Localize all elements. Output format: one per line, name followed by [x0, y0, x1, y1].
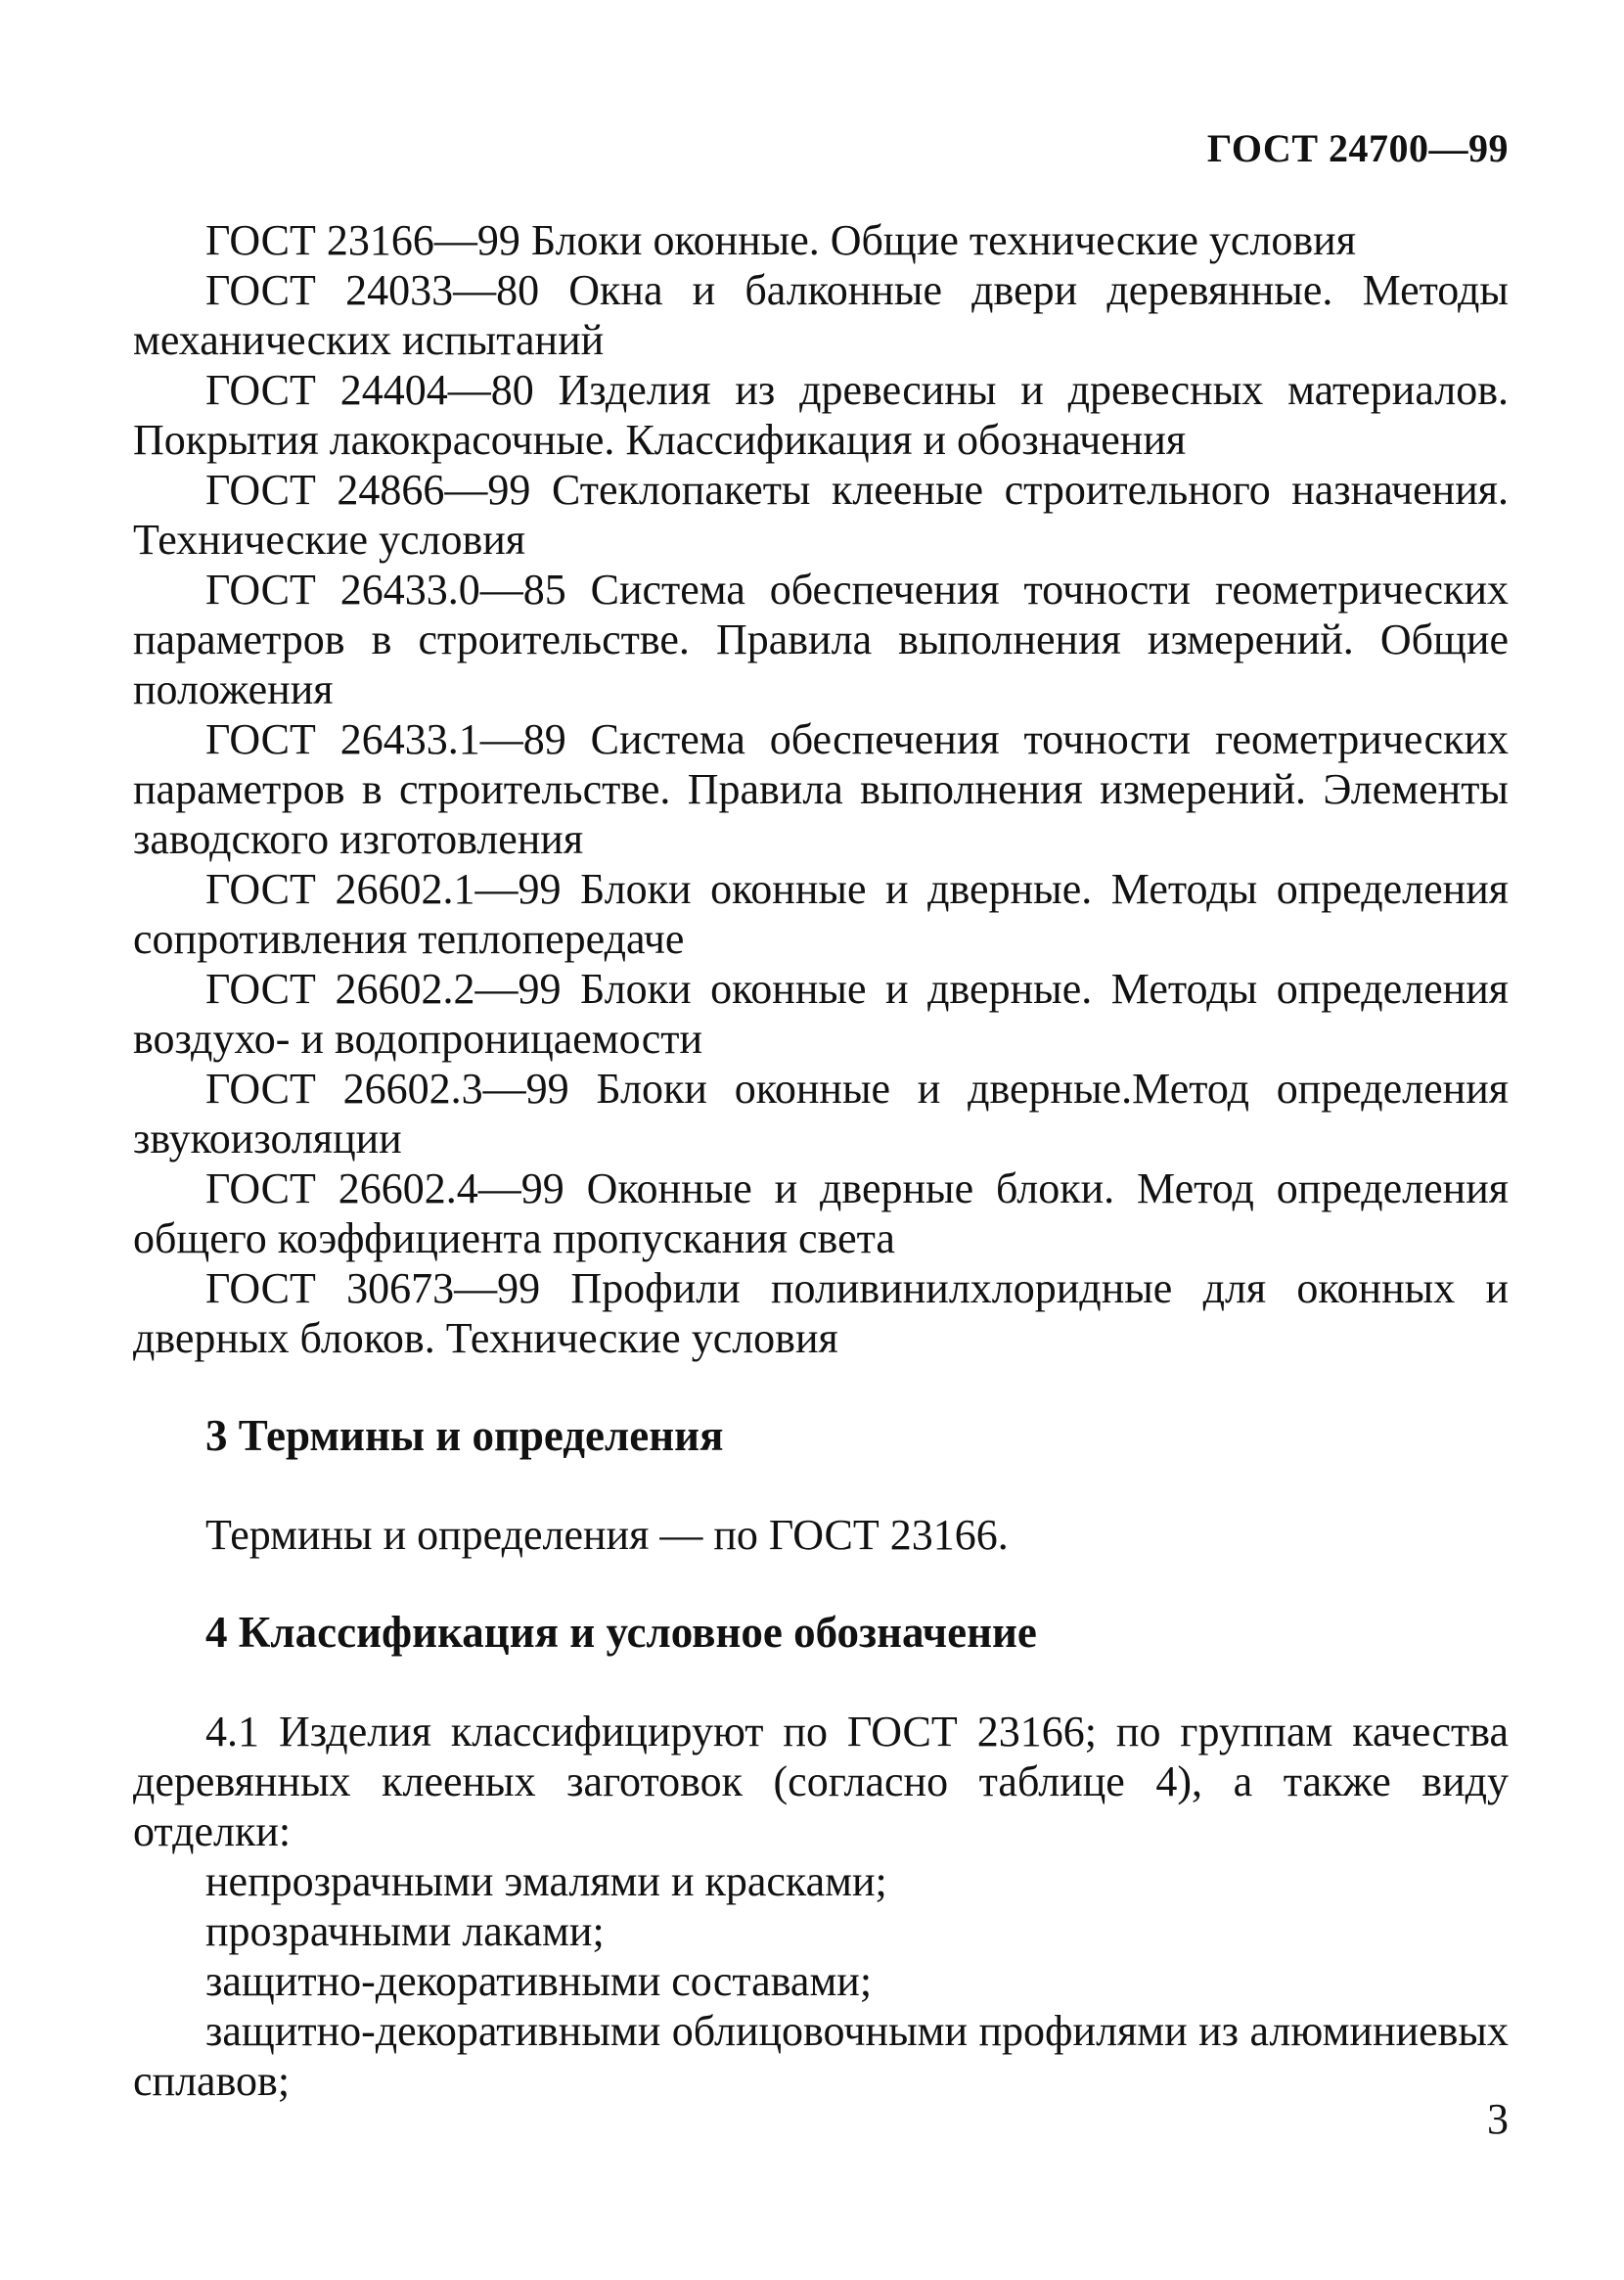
reference-item: ГОСТ 24404—80 Изделия из древесины и древесных материалов. Покрытия лакокрасочные. Классификация и обозначения: [133, 366, 1509, 464]
reference-item: ГОСТ 23166—99 Блоки оконные. Общие технические условия: [205, 216, 1356, 264]
section-4-title: 4 Классификация и условное обозначение: [205, 1608, 1037, 1657]
normative-references-list: [133, 215, 1509, 1363]
clause-4-1-paragraph: 4.1 Изделия классифицируют по ГОСТ 23166; по группам качества деревянных клееных заготовок (согласно таблице 4), а также виду отделки:: [133, 1708, 1509, 1855]
reference-item: ГОСТ 26602.4—99 Оконные и дверные блоки. Метод определения общего коэффициента пропускания света: [133, 1164, 1509, 1262]
finish-types-list: [133, 1856, 1509, 2106]
reference-item: ГОСТ 24866—99 Стеклопакеты клееные строительного назначения. Технические условия: [133, 466, 1509, 564]
standard-header: ГОСТ 24700—99: [1206, 126, 1509, 170]
reference-item: ГОСТ 26602.1—99 Блоки оконные и дверные. Методы определения сопротивления теплопередаче: [133, 865, 1509, 963]
list-item: защитно-декоративными облицовочными профилями из алюминиевых сплавов;: [133, 2007, 1509, 2105]
reference-item: ГОСТ 26433.1—89 Система обеспечения точности геометрических параметров в строительстве. Правила выполнения измерений. Элементы заводского изготовления: [133, 715, 1509, 863]
reference-item: ГОСТ 26602.2—99 Блоки оконные и дверные. Методы определения воздухо- и водопроницаемости: [133, 965, 1509, 1063]
document-body: [133, 215, 1509, 2106]
list-item: непрозрачными эмалями и красками;: [205, 1857, 887, 1905]
page-number: 3: [1487, 2095, 1509, 2143]
section-3-text: Термины и определения — по ГОСТ 23166.: [205, 1511, 1009, 1559]
list-item: защитно-декоративными составами;: [205, 1957, 873, 2005]
reference-item: ГОСТ 26602.3—99 Блоки оконные и дверные.Метод определения звукоизоляции: [133, 1065, 1509, 1163]
reference-item: ГОСТ 30673—99 Профили поливинилхлоридные для оконных и дверных блоков. Технические условия: [133, 1264, 1509, 1362]
section-3-title: 3 Термины и определения: [205, 1411, 724, 1460]
reference-item: ГОСТ 26433.0—85 Система обеспечения точности геометрических параметров в строительстве. Правила выполнения измерений. Общие положения: [133, 566, 1509, 713]
reference-item: ГОСТ 24033—80 Окна и балконные двери деревянные. Методы механических испытаний: [133, 266, 1509, 364]
list-item: прозрачными лаками;: [205, 1907, 605, 1955]
